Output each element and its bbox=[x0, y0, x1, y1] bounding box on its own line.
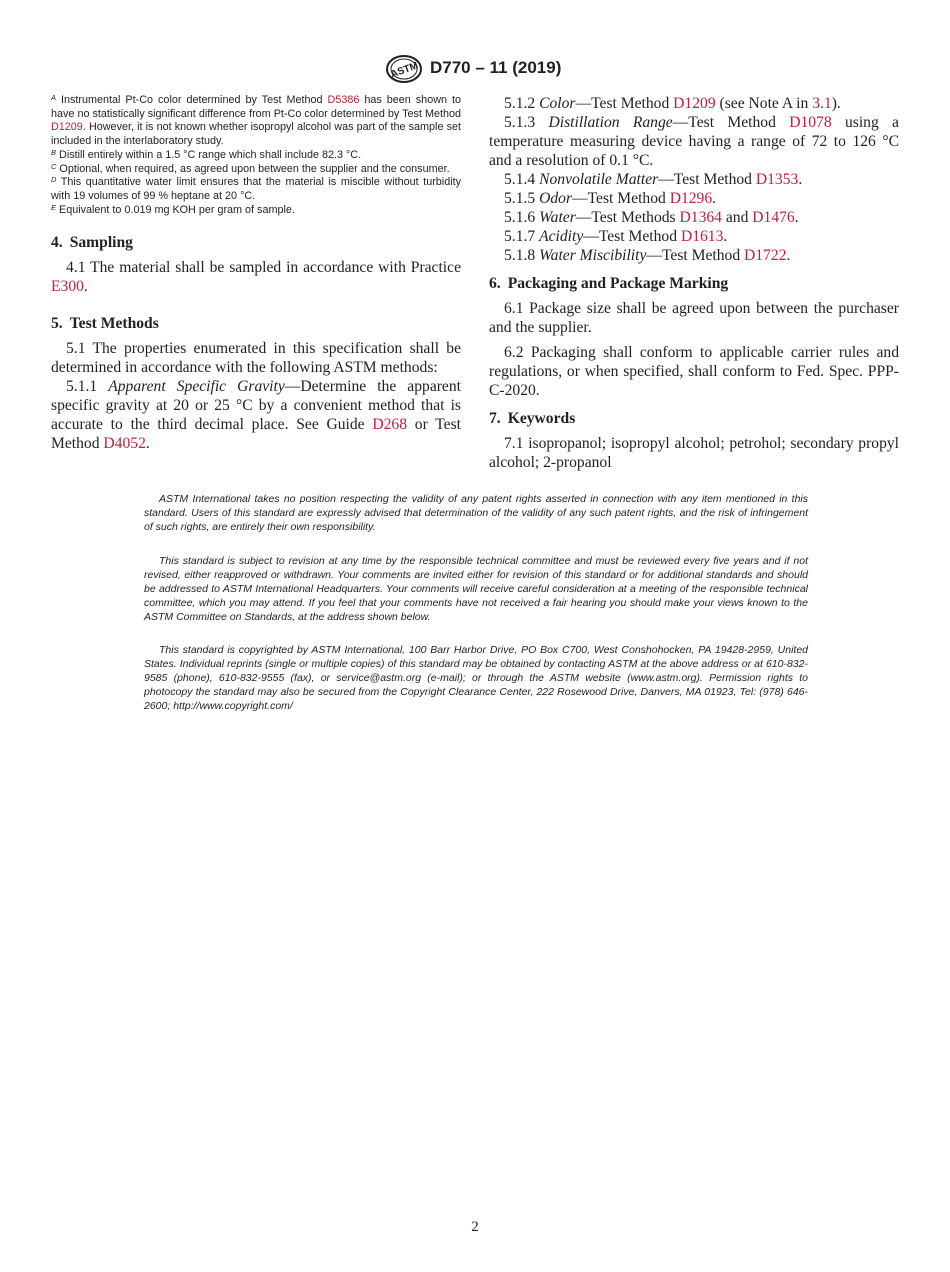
paragraph-6-2: 6.2 Packaging shall conform to applicable carrier rules and regulations, or when specified, shall conform to Fed. Spec. PPP-C-2020. bbox=[489, 344, 899, 399]
patent-notice: ASTM International takes no position respecting the validity of any patent rights asserted in connection with any item mentioned in this standard. Users of this standard are expressly advised that determination of the validity of any such patent rights, and the risk of infringement of such rights, are entirely their own responsibility. bbox=[144, 493, 808, 533]
footnote-c: $^C$ Optional, when required, as agreed upon between the supplier and the consumer. bbox=[51, 161, 450, 175]
section-7-heading: 7. Keywords bbox=[489, 410, 576, 427]
paragraph-5-1-8: 5.1.8 Water Miscibility—Test Method D1722. bbox=[504, 247, 791, 264]
page-header bbox=[0, 55, 950, 85]
link-e300[interactable]: E300 bbox=[51, 278, 84, 296]
link-d4052[interactable]: D4052 bbox=[103, 435, 146, 453]
section-6-heading: 6. Packaging and Package Marking bbox=[489, 275, 729, 292]
revision-notice: This standard is subject to revision at any time by the responsible technical committee and must be reviewed every five years and if not revised, either reapproved or withdrawn. Your comments are invited either for revision of this standard or for additional standards and should be addressed to ASTM International Headquarters. Your comments will receive careful consideration at a meeting of the responsible technical committee, which you may attend. If you feel that your comments have not received a fair hearing you should make your views known to the ASTM Committee on Standards, at the address shown below. bbox=[144, 555, 808, 623]
paragraph-5-1-6: 5.1.6 Water—Test Methods D1364 and D1476. bbox=[504, 209, 799, 226]
link-d1722[interactable]: D1722 bbox=[744, 247, 787, 264]
paragraph-6-1: 6.1 Package size shall be agreed upon between the purchaser and the supplier. bbox=[489, 300, 899, 336]
paragraph-5-1: 5.1 The properties enumerated in this specification shall be determined in accordance with the following ASTM methods: bbox=[51, 340, 461, 377]
copyright-notice: This standard is copyrighted by ASTM International, 100 Barr Harbor Drive, PO Box C700, West Conshohocken, PA 19428-2959, United States. Individual reprints (single or multiple copies) of this standard may be obtained by contacting ASTM at the above address or at 610-832-9585 (phone), 610-832-9555 (fax), or service@astm.org (e-mail); or through the ASTM website (www.astm.org). Permission rights to photocopy the standard may also be secured from the Copyright Clearance Center, 222 Rosewood Drive, Danvers, MA 01923, Tel: (978) 646-2600; http://www.copyright.com/ bbox=[144, 644, 808, 712]
left-column bbox=[51, 94, 461, 453]
link-d1209-color[interactable]: D1209 bbox=[673, 95, 716, 112]
link-d5386[interactable]: D5386 bbox=[327, 94, 360, 106]
footnote-b: $^B$ Distill entirely within a 1.5 °C range which shall include 82.3 °C. bbox=[51, 147, 362, 161]
link-d268[interactable]: D268 bbox=[372, 416, 408, 434]
footnote-a: $^A$ Instrumental Pt-Co color determined by Test Method D5386 has been shown to have no statistically significant difference from Pt-Co color determined by Test Method D1209. However, it is not known whether isopropyl alcohol was part of the sample set included in the interlaboratory study. bbox=[51, 93, 462, 148]
link-3-1[interactable]: 3.1 bbox=[812, 95, 832, 112]
link-d1209[interactable]: D1209 bbox=[51, 121, 83, 134]
link-d1476[interactable]: D1476 bbox=[752, 209, 795, 226]
section-4-heading: 4. Sampling bbox=[51, 234, 133, 252]
svg-text:ASTM: ASTM bbox=[389, 60, 420, 81]
right-column bbox=[489, 94, 899, 472]
section-5-heading: 5. Test Methods bbox=[51, 315, 159, 333]
paragraph-5-1-1: 5.1.1 Apparent Specific Gravity—Determine the apparent specific gravity at 20 or 25 °C by a convenient method that is accurate to the third decimal place. See Guide D268 or Test Method D4052. bbox=[51, 378, 461, 453]
link-d1078[interactable]: D1078 bbox=[789, 114, 832, 131]
footnote-e: $^E$ Equivalent to 0.019 mg KOH per gram of sample. bbox=[51, 202, 295, 216]
document-designation: D770 – 11 (2019) bbox=[430, 58, 562, 77]
link-d1296[interactable]: D1296 bbox=[669, 190, 713, 207]
paragraph-5-1-3: 5.1.3 Distillation Range—Test Method D1078 using a temperature measuring device having a range of 72 to 126 °C and a resolution of 0.1 °C. bbox=[489, 114, 899, 169]
link-d1353[interactable]: D1353 bbox=[755, 171, 799, 188]
astm-logo-icon bbox=[385, 55, 423, 83]
link-d1613[interactable]: D1613 bbox=[680, 228, 724, 245]
paragraph-5-1-4: 5.1.4 Nonvolatile Matter—Test Method D1353. bbox=[504, 171, 803, 188]
paragraph-4-1: 4.1 The material shall be sampled in accordance with Practice E300. bbox=[51, 259, 461, 296]
paragraph-5-1-7: 5.1.7 Acidity—Test Method D1613. bbox=[504, 228, 728, 245]
paragraph-5-1-5: 5.1.5 Odor—Test Method D1296. bbox=[504, 190, 717, 207]
page-number: 2 bbox=[471, 1219, 479, 1235]
footnote-d: $^D$ This quantitative water limit ensures that the material is miscible without turbidity with 19 volumes of 99 % heptane at 20 °C. bbox=[51, 175, 461, 202]
paragraph-7-1: 7.1 isopropanol; isopropyl alcohol; petrohol; secondary propyl alcohol; 2-propanol bbox=[489, 435, 899, 471]
link-d1364[interactable]: D1364 bbox=[679, 209, 722, 226]
paragraph-5-1-2: 5.1.2 Color—Test Method D1209 (see Note A in 3.1). bbox=[504, 95, 841, 112]
